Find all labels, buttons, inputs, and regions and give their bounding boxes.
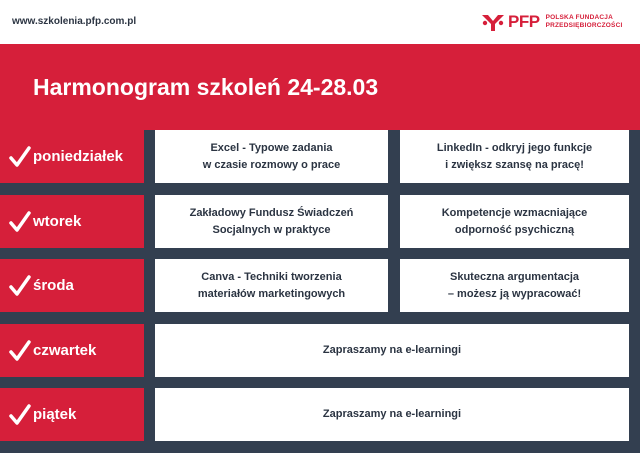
page-title: Harmonogram szkoleń 24-28.03 (33, 74, 379, 100)
session-card (400, 195, 629, 248)
session-line: Skuteczna argumentacja (450, 270, 579, 283)
session-line: Socjalnych w praktyce (212, 223, 331, 236)
schedule-grid (0, 130, 640, 453)
pfp-logo-icon (480, 11, 506, 33)
day-label: piątek (33, 406, 77, 423)
session-card (400, 130, 629, 183)
day-monday (0, 130, 144, 183)
logo-subtitle (546, 14, 623, 30)
session-line: w czasie rozmowy o prace (202, 158, 341, 171)
session-card (155, 259, 388, 312)
checkmark-icon (9, 146, 31, 168)
session-line: – możesz ją wypracować! (447, 287, 582, 300)
day-label: poniedziałek (33, 148, 124, 165)
day-label: czwartek (33, 342, 97, 359)
elearning-card (155, 324, 629, 377)
session-line: odporność psychiczną (454, 223, 575, 236)
session-card (400, 259, 629, 312)
checkmark-icon (9, 404, 31, 426)
day-label: wtorek (33, 213, 82, 230)
website-url[interactable]: www.szkolenia.pfp.com.pl (12, 16, 137, 27)
top-bar (0, 0, 640, 44)
day-tuesday (0, 195, 144, 248)
checkmark-icon (9, 275, 31, 297)
session-card (155, 195, 388, 248)
day-thursday (0, 324, 144, 377)
elearning-text: Zapraszamy na e-learningi (322, 408, 462, 420)
pfp-logo (480, 9, 622, 35)
session-line: Excel - Typowe zadania (210, 141, 333, 154)
logo-wordmark: PFP (508, 12, 540, 31)
day-friday (0, 388, 144, 441)
day-label: środa (33, 277, 74, 294)
session-line: Canva - Techniki tworzenia (201, 270, 342, 283)
session-line: Kompetencje wzmacniające (441, 206, 588, 219)
session-line: Zakładowy Fundusz Świadczeń (189, 206, 354, 219)
logo-line-1: POLSKA FUNDACJA (545, 14, 613, 21)
elearning-card (155, 388, 629, 441)
checkmark-icon (9, 211, 31, 233)
session-line: LinkedIn - odkryj jego funkcje (436, 141, 593, 154)
elearning-text: Zapraszamy na e-learningi (322, 344, 462, 356)
logo-line-2: PRZEDSIĘBIORCZOŚCI (545, 22, 623, 29)
day-wednesday (0, 259, 144, 312)
session-line: materiałów marketingowych (197, 287, 346, 300)
session-line: i zwiększ szansę na pracę! (445, 158, 584, 171)
checkmark-icon (9, 340, 31, 362)
title-banner (0, 44, 640, 130)
session-card (155, 130, 388, 183)
